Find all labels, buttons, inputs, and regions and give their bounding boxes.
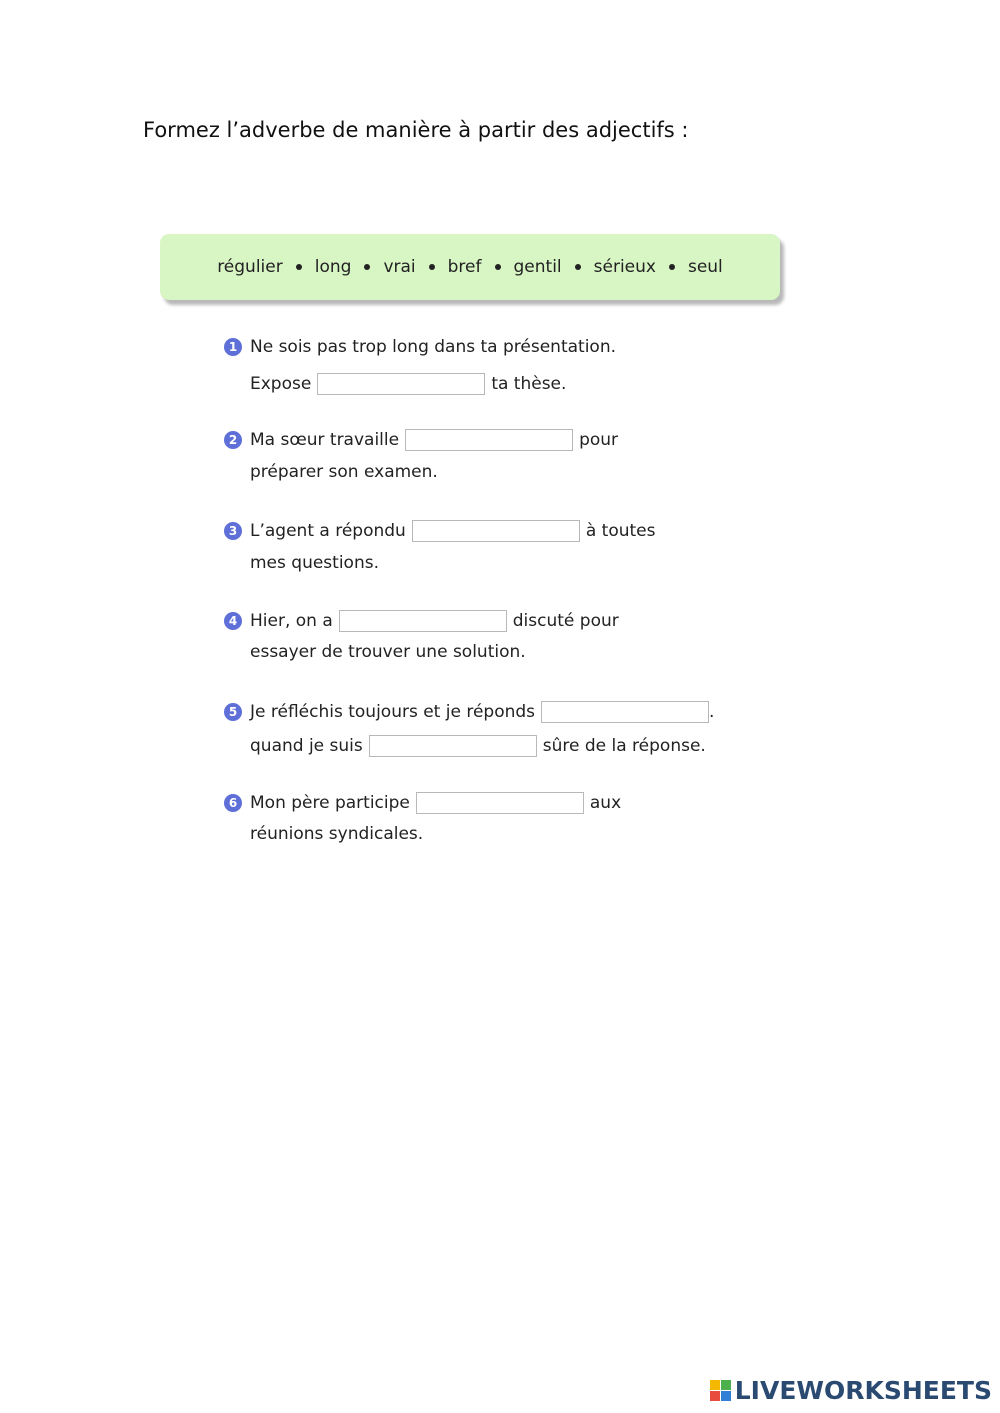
number-6-icon: 6 — [224, 794, 242, 812]
sentence-text: Je réfléchis toujours et je réponds — [250, 702, 536, 722]
sentence-text: L’agent a répondu — [250, 521, 406, 541]
number-2-icon: 2 — [224, 431, 242, 449]
bullet-separator — [429, 264, 435, 270]
exercise-line — [224, 518, 655, 544]
exercise-line — [224, 699, 714, 725]
word-bank-item: vrai — [383, 257, 416, 277]
word-bank-item: bref — [447, 257, 482, 277]
word-bank-item: gentil — [513, 257, 562, 277]
sentence-text: discuté pour — [512, 611, 619, 631]
instruction-title: Formez l’adverbe de manière à partir des adjectifs : — [143, 118, 689, 142]
sentence-text: essayer de trouver une solution. — [250, 642, 526, 662]
sentence-text: Hier, on a — [250, 611, 333, 631]
sentence-text: sûre de la réponse. — [542, 736, 706, 756]
number-5-icon: 5 — [224, 703, 242, 721]
word-bank-item: sérieux — [593, 257, 656, 277]
exercise-line — [224, 790, 621, 816]
sentence-text: Expose — [250, 374, 312, 394]
bullet-separator — [364, 264, 370, 270]
exercise-line — [250, 733, 706, 759]
sentence-text: réunions syndicales. — [250, 824, 424, 844]
sentence-text: quand je suis — [250, 736, 363, 756]
exercise-line — [224, 427, 618, 453]
liveworksheets-logo — [710, 1376, 992, 1405]
word-bank-item: régulier — [217, 257, 283, 277]
exercise-line — [224, 608, 619, 634]
word-bank-item: seul — [687, 257, 723, 277]
answer-input-2[interactable] — [405, 429, 573, 451]
number-1-icon: 1 — [224, 338, 242, 356]
exercise-line — [250, 459, 438, 485]
sentence-text: pour — [579, 430, 619, 450]
sentence-text: aux — [589, 793, 622, 813]
bullet-separator — [296, 264, 302, 270]
sentence-text: Mon père participe — [250, 793, 410, 813]
word-bank — [160, 234, 780, 300]
exercise-line — [250, 550, 379, 576]
logo-mark-icon — [710, 1380, 731, 1401]
exercise-line — [250, 371, 566, 397]
exercise-line — [250, 639, 526, 665]
sentence-text: ta thèse. — [491, 374, 567, 394]
answer-input-3[interactable] — [412, 520, 580, 542]
answer-input-6[interactable] — [416, 792, 584, 814]
sentence-text: mes questions. — [250, 553, 379, 573]
sentence-text: préparer son examen. — [250, 462, 438, 482]
sentence-text: Ma sœur travaille — [250, 430, 400, 450]
number-3-icon: 3 — [224, 522, 242, 540]
exercise-line — [224, 334, 616, 360]
sentence-text: Ne sois pas trop long dans ta présentation. — [250, 337, 616, 357]
exercise-line — [250, 821, 423, 847]
answer-input-1[interactable] — [317, 373, 485, 395]
brand-text: LIVEWORKSHEETS — [734, 1376, 992, 1405]
word-bank-list — [217, 257, 723, 277]
answer-input-5b[interactable] — [369, 735, 537, 757]
number-4-icon: 4 — [224, 612, 242, 630]
bullet-separator — [575, 264, 581, 270]
word-bank-item: long — [314, 257, 352, 277]
sentence-text: . — [709, 702, 715, 722]
bullet-separator — [669, 264, 675, 270]
sentence-text: à toutes — [585, 521, 656, 541]
answer-input-4[interactable] — [339, 610, 507, 632]
answer-input-5a[interactable] — [541, 701, 709, 723]
bullet-separator — [495, 264, 501, 270]
